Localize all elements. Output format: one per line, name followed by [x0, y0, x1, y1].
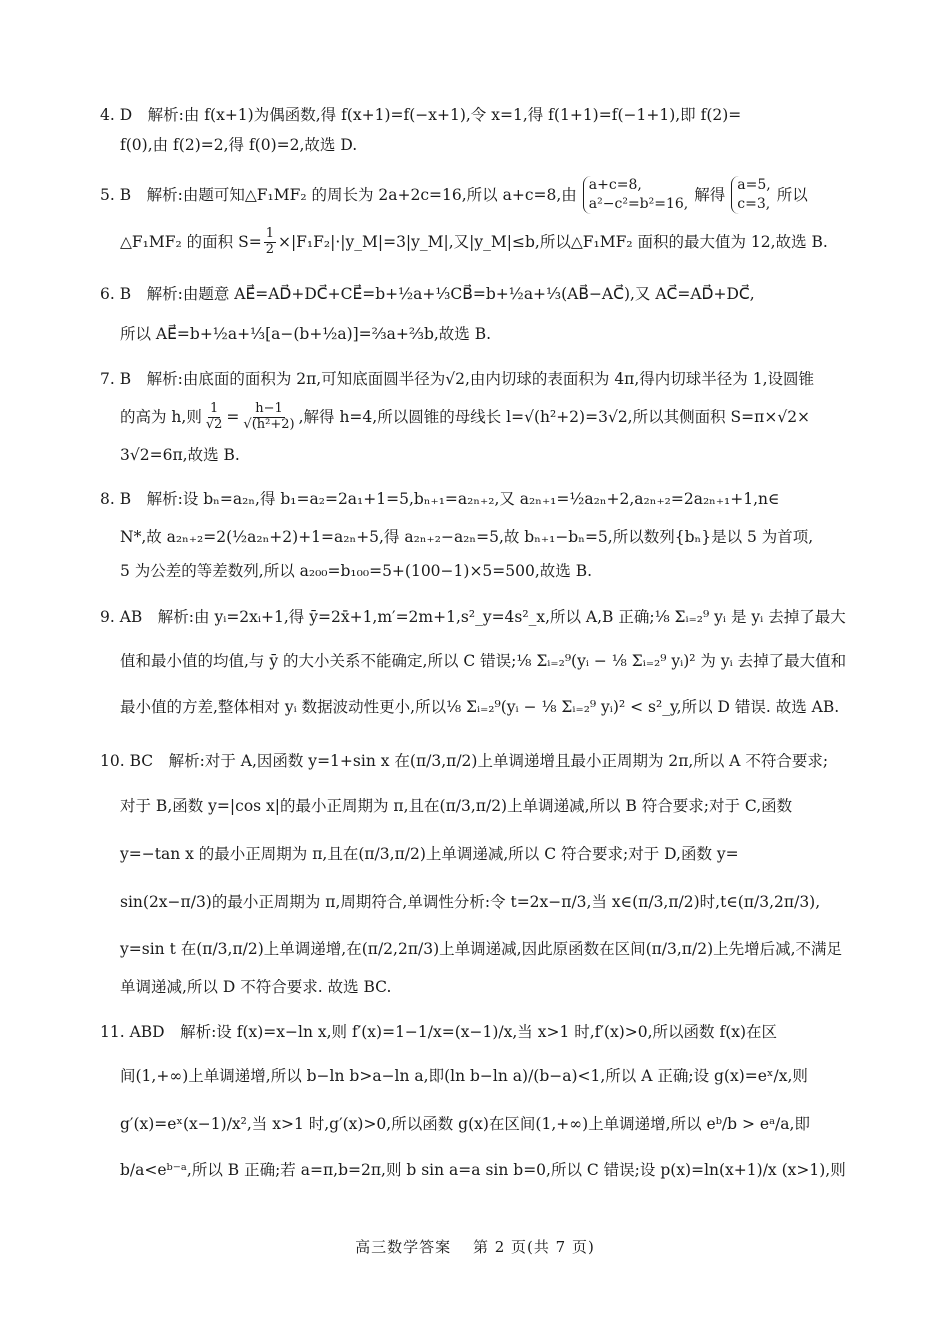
q5-line-1-text-b: 解得	[694, 185, 726, 204]
q5-fraction-denominator: 2	[265, 241, 274, 257]
footer-title: 高三数学答案	[355, 1238, 452, 1256]
q10-line-3: y=−tan x 的最小正周期为 π,且在(π/3,π/2)上单调递减,所以 C 符合要求;对于 D,函数 y=	[120, 844, 739, 863]
q4-line-1: 4. D 解析:由 f(x+1)为偶函数,得 f(x+1)=f(−x+1),令 x=1,得 f(1+1)=f(−1+1),即 f(2)=	[100, 105, 742, 124]
page-footer	[0, 1236, 950, 1257]
q5-line-2-text-b: ×|F₁F₂|·|y_M|=3|y_M|,又|y_M|≤b,所以△F₁MF₂ 面积的最大值为 12,故选 B.	[277, 232, 828, 251]
footer-page-number: 第 2 页(共 7 页)	[472, 1238, 595, 1256]
answer-page	[100, 100, 852, 1202]
q11-line-2: 间(1,+∞)上单调递增,所以 b−ln b>a−ln a,即(ln b−ln a)/(b−a)<1,所以 A 正确;设 g(x)=eˣ/x,则	[120, 1066, 808, 1085]
q6-line-2: 所以 AE⃗=b+½a+⅓[a−(b+½a)]=⅔a+⅔b,故选 B.	[120, 324, 492, 343]
q11-line-1: 11. ABD 解析:设 f(x)=x−ln x,则 f′(x)=1−1/x=(x−1)/x,当 x>1 时,f′(x)>0,所以函数 f(x)在区	[100, 1022, 778, 1041]
q7-line-2-text-c: ,解得 h=4,所以圆锥的母线长 l=√(h²+2)=3√2,所以其侧面积 S=π×√2×	[298, 407, 811, 426]
q5-fraction	[264, 227, 276, 258]
q7-line-2	[100, 394, 852, 440]
q10-line-1: 10. BC 解析:对于 A,因函数 y=1+sin x 在(π/3,π/2)上单调递增且最小正周期为 2π,所以 A 不符合要求;	[100, 751, 829, 770]
q7-fraction-1-denominator: √2	[205, 416, 223, 432]
q7-line-2-text-a: 的高为 h,则	[120, 407, 202, 426]
q5-system-1-row-2: a²−c²=b²=16,	[588, 196, 689, 212]
q5-system-1-row-1: a+c=8,	[588, 177, 642, 194]
q5-line-1	[100, 170, 852, 220]
answer-q4	[100, 100, 852, 160]
q7-line-1: 7. B 解析:由底面的面积为 2π,可知底面圆半径为√2,由内切球的表面积为 4π,得内切球半径为 1,设圆锥	[100, 369, 815, 388]
q7-fraction-2-numerator: h−1	[255, 400, 283, 416]
q10-line-4: sin(2x−π/3)的最小正周期为 π,周期符合,单调性分析:令 t=2x−π/3,当 x∈(π/3,π/2)时,t∈(π/3,2π/3),	[120, 892, 821, 911]
q8-line-1: 8. B 解析:设 bₙ=a₂ₙ,得 b₁=a₂=2a₁+1=5,bₙ₊₁=a₂ₙ₊₂,又 a₂ₙ₊₁=½a₂ₙ+2,a₂ₙ₊₂=2a₂ₙ₊₁+1,n∈	[100, 489, 780, 508]
answer-q10	[100, 740, 852, 1002]
q5-line-1-text-a: 5. B 解析:由题可知△F₁MF₂ 的周长为 2a+2c=16,所以 a+c=8,由	[100, 185, 577, 204]
q5-system-2-row-2: c=3,	[737, 196, 771, 212]
q10-line-2: 对于 B,函数 y=|cos x|的最小正周期为 π,且在(π/3,π/2)上单调递减,所以 B 符合要求;对于 C,函数	[120, 796, 793, 815]
q7-fraction-1	[204, 402, 225, 433]
q9-line-3: 最小值的方差,整体相对 yᵢ 数据波动性更小,所以⅛ Σᵢ₌₂⁹(yᵢ − ⅛ Σᵢ₌₂⁹ yᵢ)² < s²_y,所以 D 错误. 故选 AB.	[120, 697, 840, 716]
q10-line-6: 单调递减,所以 D 不符合要求. 故选 BC.	[120, 977, 392, 996]
q10-line-5: y=sin t 在(π/3,π/2)上单调递增,在(π/2,2π/3)上单调递减,因此原函数在区间(π/3,π/2)上先增后减,不满足	[120, 939, 843, 958]
q8-line-2: N*,故 a₂ₙ₊₂=2(½a₂ₙ+2)+1=a₂ₙ+5,得 a₂ₙ₊₂−a₂ₙ=5,故 bₙ₊₁−bₙ=5,所以数列{bₙ}是以 5 为首项,	[120, 527, 814, 546]
q7-fraction-2-denominator: √(h²+2)	[243, 416, 295, 432]
q7-fraction-1-numerator: 1	[209, 400, 219, 416]
q5-system-2	[731, 176, 770, 214]
q9-line-1: 9. AB 解析:由 yᵢ=2xᵢ+1,得 ȳ=2x̄+1,m′=2m+1,s²_y=4s²_x,所以 A,B 正确;⅛ Σᵢ₌₂⁹ yᵢ 是 yᵢ 去掉了最大	[100, 607, 846, 626]
q11-line-4: b/a<eᵇ⁻ᵃ,所以 B 正确;若 a=π,b=2π,则 b sin a=a sin b=0,所以 C 错误;设 p(x)=ln(x+1)/x (x>1),则	[120, 1160, 846, 1179]
q5-line-1-text-c: 所以	[776, 185, 808, 204]
q5-system-2-row-1: a=5,	[737, 177, 771, 194]
q7-fraction-2	[241, 402, 296, 433]
q7-line-3: 3√2=6π,故选 B.	[120, 445, 240, 464]
q7-line-2-text-b: =	[226, 407, 240, 426]
q8-line-3: 5 为公差的等差数列,所以 a₂₀₀=b₁₀₀=5+(100−1)×5=500,故选 B.	[120, 561, 593, 580]
answer-q11	[100, 1012, 852, 1192]
q5-line-2	[100, 220, 852, 264]
answer-q7	[100, 364, 852, 470]
q5-system-1	[583, 176, 688, 214]
q4-line-2: f(0),由 f(2)=2,得 f(0)=2,故选 D.	[120, 135, 358, 154]
q6-line-1: 6. B 解析:由题意 AE⃗=AD⃗+DC⃗+CE⃗=b+½a+⅓CB⃗=b+½a+⅓(AB⃗−AC⃗),又 AC⃗=AD⃗+DC⃗,	[100, 284, 755, 303]
answer-q9	[100, 596, 852, 730]
q5-fraction-numerator: 1	[265, 225, 274, 241]
q11-line-3: g′(x)=eˣ(x−1)/x²,当 x>1 时,g′(x)>0,所以函数 g(x)在区间(1,+∞)上单调递增,所以 eᵇ/b > eᵃ/a,即	[120, 1114, 810, 1133]
answer-q5	[100, 170, 852, 264]
q9-line-2: 值和最小值的均值,与 ȳ 的大小关系不能确定,所以 C 错误;⅛ Σᵢ₌₂⁹(yᵢ − ⅛ Σᵢ₌₂⁹ yᵢ)² 为 yᵢ 去掉了最大值和	[120, 651, 847, 670]
q5-line-2-text-a: △F₁MF₂ 的面积 S=	[120, 232, 262, 251]
answer-q8	[100, 480, 852, 586]
answer-q6	[100, 274, 852, 354]
